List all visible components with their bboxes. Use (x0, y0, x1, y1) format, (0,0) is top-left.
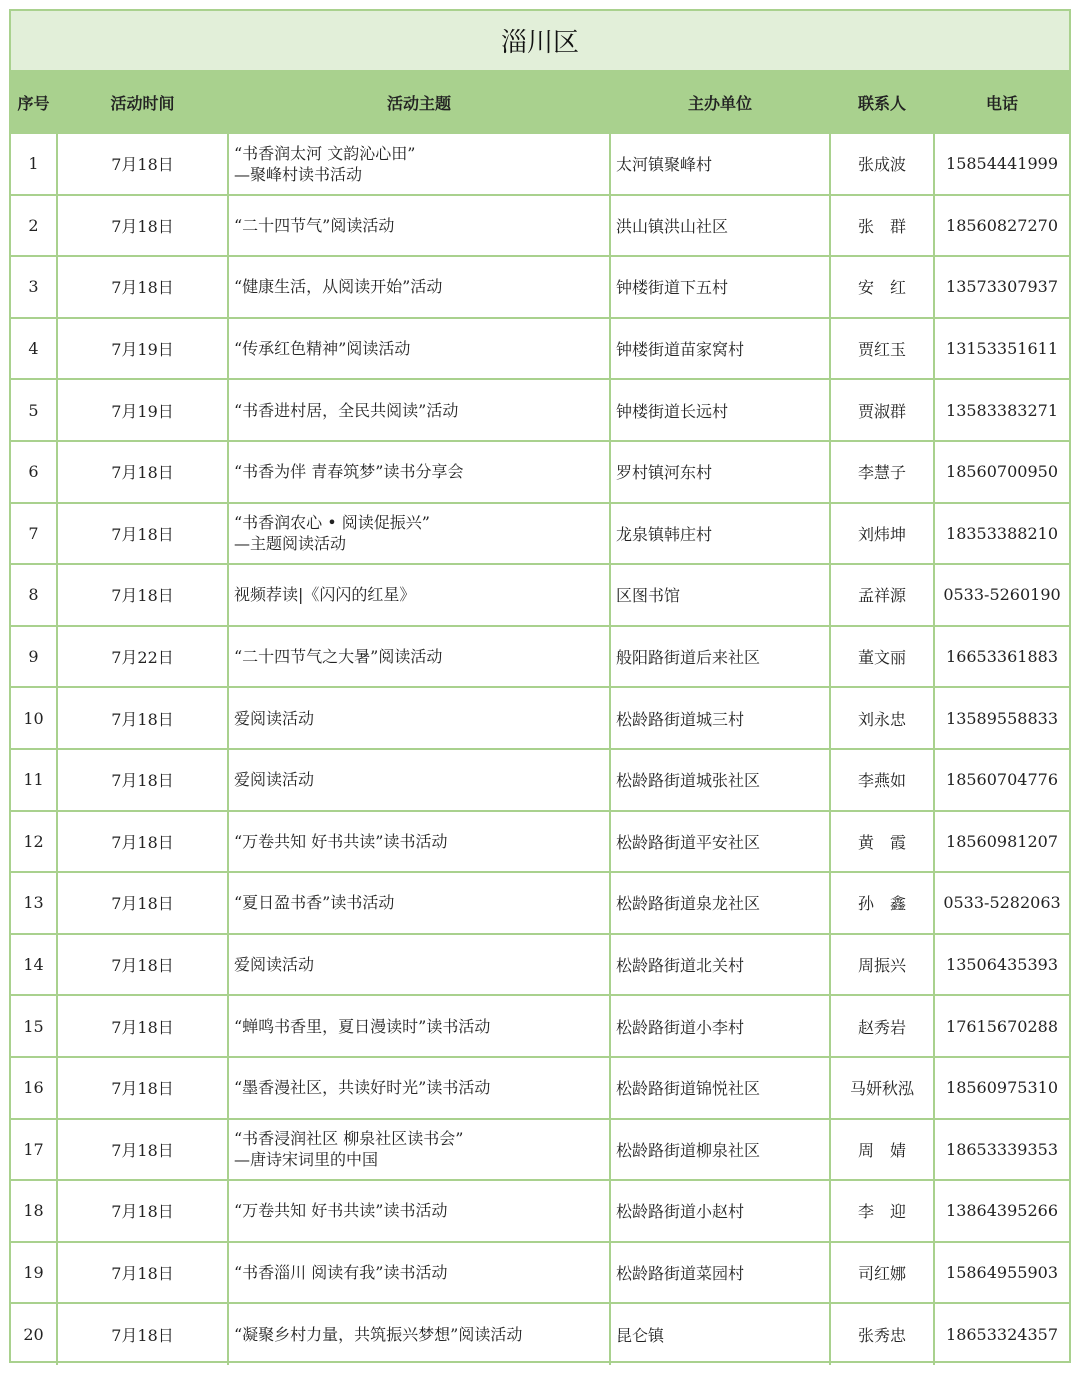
table-row (11, 872, 1069, 934)
row-contact: 贾红玉 (830, 318, 934, 380)
row-topic (228, 749, 610, 811)
row-no: 9 (11, 626, 57, 688)
row-contact: 周振兴 (830, 934, 934, 996)
row-phone: 18353388210 (934, 503, 1069, 565)
table-row (11, 687, 1069, 749)
row-org: 松龄路街道菜园村 (610, 1242, 830, 1304)
row-org: 罗村镇河东村 (610, 441, 830, 503)
row-topic-main: “书香润太河 文韵沁心田” (234, 143, 416, 163)
row-topic (228, 195, 610, 257)
row-org: 松龄路街道北关村 (610, 934, 830, 996)
row-topic-main: 视频荐读|《闪闪的红星》 (234, 585, 416, 605)
row-date: 7月18日 (57, 195, 228, 257)
table-row (11, 564, 1069, 626)
row-topic-main: “万卷共知 好书共读”读书活动 (234, 1201, 448, 1221)
row-contact: 刘永忠 (830, 687, 934, 749)
row-topic-main: “蝉鸣书香里，夏日漫读时”读书活动 (234, 1016, 491, 1036)
row-contact: 司红娜 (830, 1242, 934, 1304)
row-phone: 13864395266 (934, 1180, 1069, 1242)
row-topic-sub: —主题阅读活动 (234, 534, 347, 554)
header-topic: 活动主题 (228, 71, 610, 133)
row-no: 5 (11, 379, 57, 441)
row-topic (228, 564, 610, 626)
row-topic-main: “书香浸润社区 柳泉社区读书会” (234, 1129, 464, 1149)
row-date: 7月18日 (57, 133, 228, 195)
row-no: 19 (11, 1242, 57, 1304)
row-no: 7 (11, 503, 57, 565)
table-title: 淄川区 (11, 11, 1069, 71)
table-row (11, 503, 1069, 565)
row-topic-main: “夏日盈书香”读书活动 (234, 893, 395, 913)
row-contact: 周 婧 (830, 1119, 934, 1181)
row-no: 15 (11, 995, 57, 1057)
header-org: 主办单位 (610, 71, 830, 133)
row-org: 区图书馆 (610, 564, 830, 626)
row-date: 7月19日 (57, 379, 228, 441)
row-topic-main: “书香为伴 青春筑梦”读书分享会 (234, 462, 464, 482)
row-topic (228, 256, 610, 318)
row-phone: 13506435393 (934, 934, 1069, 996)
header-phone: 电话 (934, 71, 1069, 133)
row-contact: 安 红 (830, 256, 934, 318)
row-no: 10 (11, 687, 57, 749)
row-topic-main: “二十四节气之大暑”阅读活动 (234, 647, 443, 667)
row-no: 8 (11, 564, 57, 626)
row-contact: 黄 霞 (830, 811, 934, 873)
row-date: 7月18日 (57, 811, 228, 873)
row-date: 7月18日 (57, 1242, 228, 1304)
row-topic-main: 爱阅读活动 (234, 708, 315, 728)
row-date: 7月18日 (57, 1180, 228, 1242)
row-topic (228, 995, 610, 1057)
row-no: 3 (11, 256, 57, 318)
row-contact: 刘炜坤 (830, 503, 934, 565)
row-date: 7月18日 (57, 1057, 228, 1119)
table-row (11, 1057, 1069, 1119)
row-org: 般阳路街道后来社区 (610, 626, 830, 688)
row-phone: 16653361883 (934, 626, 1069, 688)
row-topic-sub: —聚峰村读书活动 (234, 164, 363, 184)
table-row (11, 811, 1069, 873)
row-contact: 李慧子 (830, 441, 934, 503)
row-contact: 马妍秋泓 (830, 1057, 934, 1119)
table-row (11, 1242, 1069, 1304)
row-topic (228, 934, 610, 996)
row-no: 16 (11, 1057, 57, 1119)
row-contact: 孙 鑫 (830, 872, 934, 934)
table-row (11, 749, 1069, 811)
row-org: 松龄路街道柳泉社区 (610, 1119, 830, 1181)
table-row (11, 441, 1069, 503)
row-topic (228, 441, 610, 503)
row-date: 7月22日 (57, 626, 228, 688)
row-phone: 18560827270 (934, 195, 1069, 257)
row-phone: 18653324357 (934, 1303, 1069, 1365)
row-date: 7月18日 (57, 441, 228, 503)
row-topic-main: “书香润农心 • 阅读促振兴” (234, 513, 430, 533)
row-date: 7月18日 (57, 995, 228, 1057)
row-phone: 17615670288 (934, 995, 1069, 1057)
table-row (11, 1180, 1069, 1242)
row-topic (228, 687, 610, 749)
row-date: 7月18日 (57, 749, 228, 811)
row-phone: 13573307937 (934, 256, 1069, 318)
row-org: 松龄路街道城三村 (610, 687, 830, 749)
row-phone: 18560981207 (934, 811, 1069, 873)
row-no: 20 (11, 1303, 57, 1365)
row-contact: 李燕如 (830, 749, 934, 811)
table-row (11, 379, 1069, 441)
row-topic-main: “健康生活，从阅读开始”活动 (234, 277, 443, 297)
row-no: 2 (11, 195, 57, 257)
row-topic (228, 133, 610, 195)
row-contact: 张秀忠 (830, 1303, 934, 1365)
row-contact: 张 群 (830, 195, 934, 257)
table-row (11, 995, 1069, 1057)
row-topic (228, 811, 610, 873)
row-no: 11 (11, 749, 57, 811)
row-phone: 15854441999 (934, 133, 1069, 195)
row-org: 松龄路街道小赵村 (610, 1180, 830, 1242)
row-contact: 孟祥源 (830, 564, 934, 626)
row-phone: 0533-5282063 (934, 872, 1069, 934)
activity-table (11, 11, 1069, 1365)
row-no: 1 (11, 133, 57, 195)
row-org: 洪山镇洪山社区 (610, 195, 830, 257)
row-phone: 0533-5260190 (934, 564, 1069, 626)
header-row (11, 71, 1069, 133)
row-date: 7月18日 (57, 934, 228, 996)
row-topic-main: “书香淄川 阅读有我”读书活动 (234, 1262, 448, 1282)
header-contact: 联系人 (830, 71, 934, 133)
row-phone: 18560700950 (934, 441, 1069, 503)
row-no: 18 (11, 1180, 57, 1242)
row-topic (228, 1119, 610, 1181)
row-org: 松龄路街道泉龙社区 (610, 872, 830, 934)
table-row (11, 934, 1069, 996)
table-row (11, 1303, 1069, 1365)
row-no: 13 (11, 872, 57, 934)
row-contact: 张成波 (830, 133, 934, 195)
row-topic (228, 1242, 610, 1304)
row-topic-main: “书香进村居，全民共阅读”活动 (234, 400, 459, 420)
row-date: 7月18日 (57, 872, 228, 934)
row-no: 4 (11, 318, 57, 380)
row-topic (228, 503, 610, 565)
row-phone: 13589558833 (934, 687, 1069, 749)
row-org: 昆仑镇 (610, 1303, 830, 1365)
table-row (11, 133, 1069, 195)
row-org: 松龄路街道锦悦社区 (610, 1057, 830, 1119)
row-topic-main: “墨香漫社区，共读好时光”读书活动 (234, 1078, 491, 1098)
row-date: 7月18日 (57, 503, 228, 565)
activity-sheet (9, 9, 1071, 1363)
row-topic (228, 379, 610, 441)
row-phone: 13583383271 (934, 379, 1069, 441)
header-no: 序号 (11, 71, 57, 133)
row-topic-main: “传承红色精神”阅读活动 (234, 339, 411, 359)
row-phone: 18560975310 (934, 1057, 1069, 1119)
row-no: 12 (11, 811, 57, 873)
row-contact: 董文丽 (830, 626, 934, 688)
row-date: 7月18日 (57, 1119, 228, 1181)
row-phone: 18560704776 (934, 749, 1069, 811)
row-contact: 李 迎 (830, 1180, 934, 1242)
row-topic (228, 1180, 610, 1242)
table-row (11, 1119, 1069, 1181)
row-date: 7月19日 (57, 318, 228, 380)
row-phone: 18653339353 (934, 1119, 1069, 1181)
row-topic-main: 爱阅读活动 (234, 770, 315, 790)
row-org: 钟楼街道下五村 (610, 256, 830, 318)
row-no: 6 (11, 441, 57, 503)
row-date: 7月18日 (57, 564, 228, 626)
row-topic (228, 1057, 610, 1119)
table-row (11, 195, 1069, 257)
row-topic (228, 1303, 610, 1365)
row-org: 钟楼街道苗家窝村 (610, 318, 830, 380)
row-org: 龙泉镇韩庄村 (610, 503, 830, 565)
row-topic-main: “二十四节气”阅读活动 (234, 215, 395, 235)
row-date: 7月18日 (57, 1303, 228, 1365)
header-date: 活动时间 (57, 71, 228, 133)
row-contact: 赵秀岩 (830, 995, 934, 1057)
row-topic-main: “万卷共知 好书共读”读书活动 (234, 831, 448, 851)
row-topic (228, 872, 610, 934)
row-topic-main: “凝聚乡村力量，共筑振兴梦想”阅读活动 (234, 1325, 523, 1345)
row-org: 松龄路街道平安社区 (610, 811, 830, 873)
table-row (11, 256, 1069, 318)
row-topic-main: 爱阅读活动 (234, 955, 315, 975)
row-topic (228, 318, 610, 380)
row-phone: 13153351611 (934, 318, 1069, 380)
row-no: 14 (11, 934, 57, 996)
row-contact: 贾淑群 (830, 379, 934, 441)
row-org: 松龄路街道城张社区 (610, 749, 830, 811)
row-org: 钟楼街道长远村 (610, 379, 830, 441)
row-date: 7月18日 (57, 256, 228, 318)
row-org: 太河镇聚峰村 (610, 133, 830, 195)
row-org: 松龄路街道小李村 (610, 995, 830, 1057)
row-no: 17 (11, 1119, 57, 1181)
row-topic (228, 626, 610, 688)
row-date: 7月18日 (57, 687, 228, 749)
row-topic-sub: —唐诗宋词里的中国 (234, 1150, 379, 1170)
row-phone: 15864955903 (934, 1242, 1069, 1304)
table-row (11, 318, 1069, 380)
table-row (11, 626, 1069, 688)
